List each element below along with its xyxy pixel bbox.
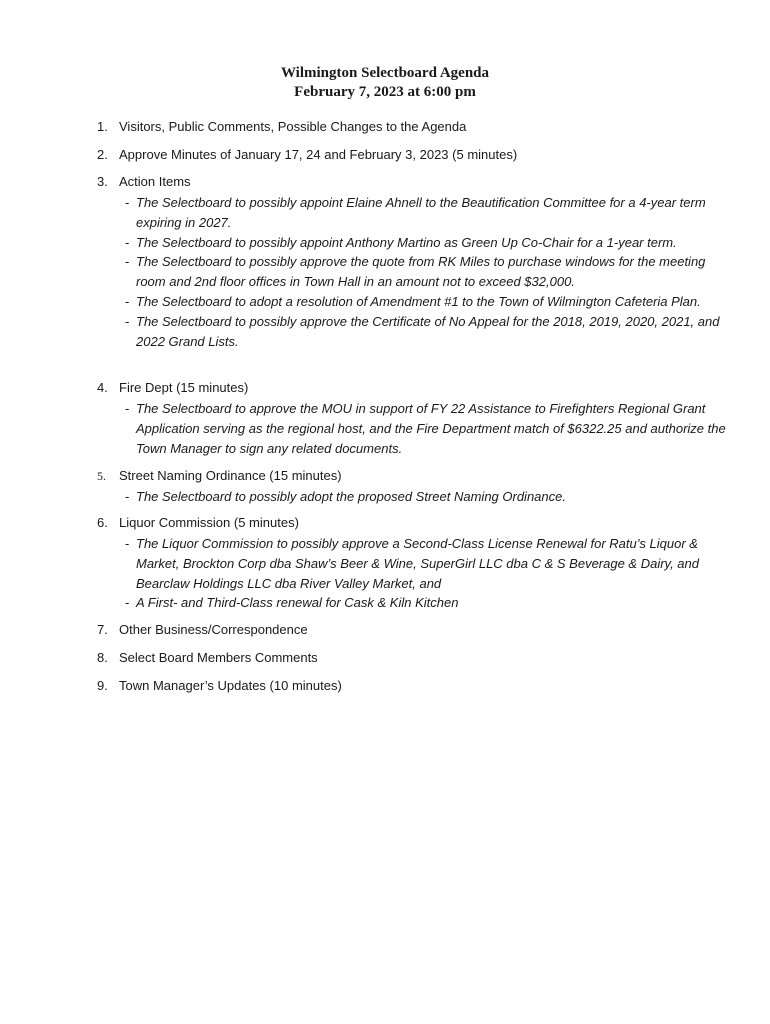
dash-bullet: - [125, 489, 130, 504]
sub-item-text: The Selectboard to possibly appoint Elaine Ahnell to the Beautification Committee for a 4-year term expiring in 2027. [136, 195, 706, 230]
sub-item-text: The Selectboard to possibly appoint Anthony Martino as Green Up Co-Chair for a 1-year term. [136, 234, 677, 250]
sub-item-list [0, 534, 770, 613]
sub-item [0, 593, 726, 613]
sub-item-text: The Selectboard to approve the MOU in support of FY 22 Assistance to Firefighters Regional Grant Application serving as the regional host, and the Fire Department match of $6322.25 and authorize the Town Manager to sign any related documents. [136, 401, 726, 456]
sub-item [0, 534, 726, 593]
item-number: 1. [97, 119, 108, 134]
item-number: 3. [97, 174, 108, 189]
item-heading: Town Manager’s Updates (10 minutes) [119, 678, 342, 693]
item-number: 7. [97, 622, 108, 637]
agenda-date-line: February 7, 2023 at 6:00 pm [294, 84, 476, 100]
item-number: 5. [97, 469, 106, 483]
item-heading: Visitors, Public Comments, Possible Changes to the Agenda [119, 119, 467, 134]
dash-bullet: - [125, 293, 130, 309]
item-heading: Fire Dept (15 minutes) [119, 380, 249, 395]
sub-item-text: The Selectboard to possibly adopt the proposed Street Naming Ordinance. [136, 489, 566, 504]
dash-bullet: - [125, 595, 130, 611]
sub-item-list [0, 193, 770, 351]
dash-bullet: - [125, 401, 130, 416]
sub-item [0, 399, 726, 458]
item-heading: Street Naming Ordinance (15 minutes) [119, 468, 342, 483]
agenda-title [0, 64, 770, 102]
sub-item-list [0, 399, 770, 458]
sub-item [0, 233, 726, 253]
item-number: 4. [97, 380, 108, 395]
sub-item [0, 487, 726, 507]
dash-bullet: - [125, 234, 130, 250]
item-heading: Other Business/Correspondence [119, 622, 308, 637]
sub-item [0, 312, 726, 352]
dash-bullet: - [125, 254, 130, 270]
sub-item [0, 252, 726, 292]
item-heading: Liquor Commission (5 minutes) [119, 515, 299, 530]
sub-item-text: A First- and Third-Class renewal for Cask & Kiln Kitchen [136, 595, 459, 611]
sub-item [0, 292, 726, 312]
item-heading: Action Items [119, 174, 191, 189]
item-number: 2. [97, 147, 108, 162]
sub-item-text: The Selectboard to possibly approve the quote from RK Miles to purchase windows for the meeting room and 2nd floor offices in Town Hall in an amount not to exceed $32,000. [136, 254, 706, 290]
sub-item-text: The Selectboard to adopt a resolution of Amendment #1 to the Town of Wilmington Cafeteria Plan. [136, 293, 701, 309]
dash-bullet: - [125, 536, 130, 551]
dash-bullet: - [125, 195, 130, 210]
item-heading: Approve Minutes of January 17, 24 and February 3, 2023 (5 minutes) [119, 147, 518, 162]
sub-item [0, 193, 726, 233]
sub-item-text: The Selectboard to possibly approve the Certificate of No Appeal for the 2018, 2019, 2020, 2021, and 2022 Grand Lists. [136, 313, 720, 349]
item-heading: Select Board Members Comments [119, 650, 318, 665]
sub-item-text: The Liquor Commission to possibly approve a Second-Class License Renewal for Ratu’s Liquor & Market, Brockton Corp dba Shaw’s Beer & Wine, SuperGirl LLC dba C & S Beverage & Dairy, and Bearclaw Holdings LLC dba River Valley Market, and [136, 536, 699, 591]
agenda-title-line1: Wilmington Selectboard Agenda [280, 65, 490, 81]
dash-bullet: - [125, 313, 130, 329]
sub-item-list [0, 487, 770, 507]
item-number: 9. [97, 678, 108, 693]
item-number: 8. [97, 650, 108, 665]
item-number: 6. [97, 515, 108, 530]
